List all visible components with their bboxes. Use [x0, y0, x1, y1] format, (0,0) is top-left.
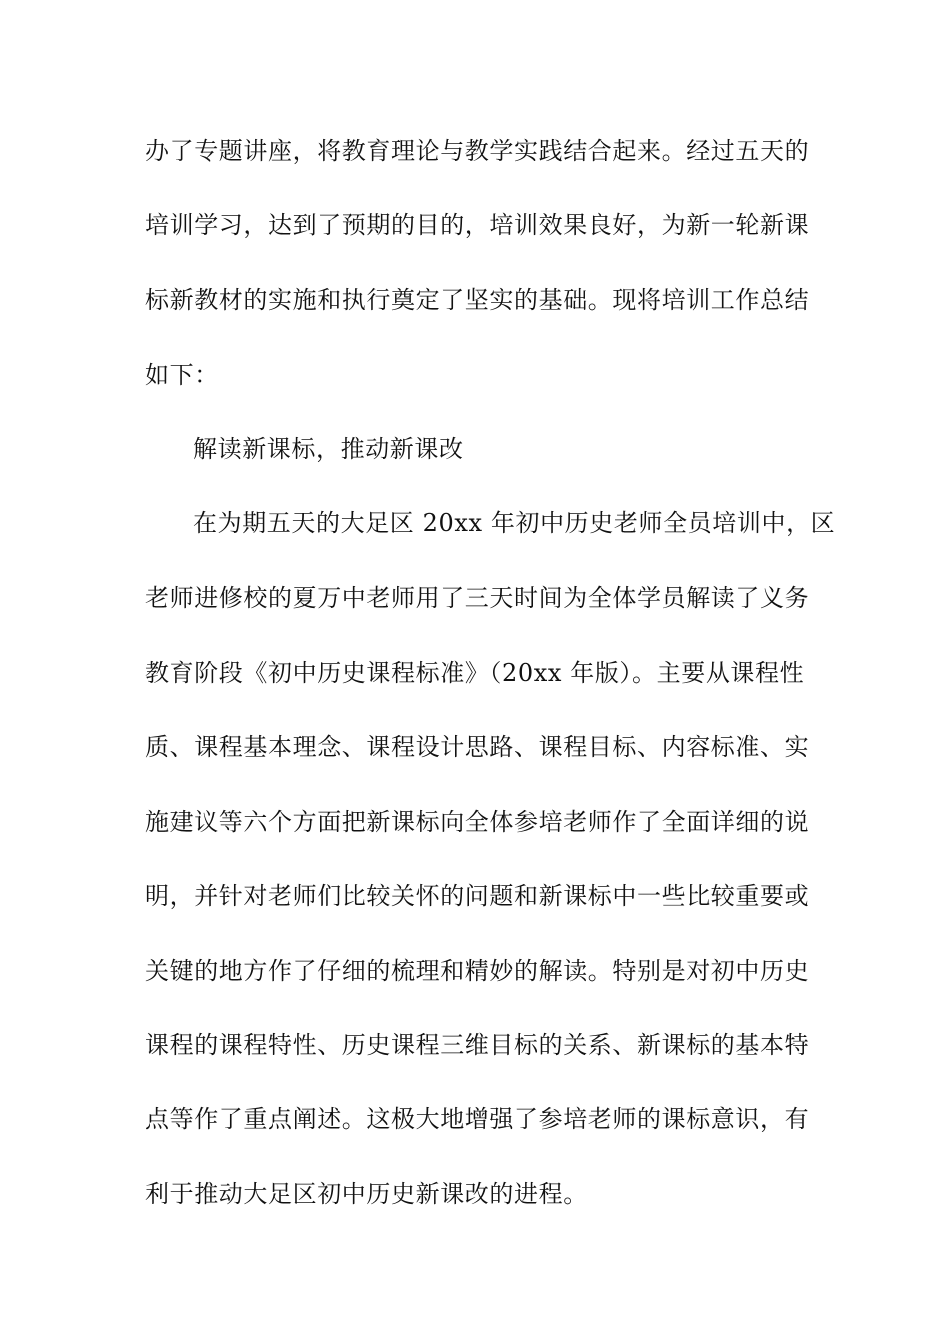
- paragraph-line: 关键的地方作了仔细的梳理和精妙的解读。特别是对初中历史: [145, 957, 810, 985]
- paragraph-line: 培训学习，达到了预期的目的，培训效果良好，为新一轮新课: [145, 211, 810, 239]
- paragraph-line: 老师进修校的夏万中老师用了三天时间为全体学员解读了义务: [145, 584, 810, 612]
- paragraph-line: 标新教材的实施和执行奠定了坚实的基础。现将培训工作总结: [145, 286, 810, 314]
- paragraph-line: 明，并针对老师们比较关怀的问题和新课标中一些比较重要或: [145, 882, 810, 910]
- paragraph-line: 办了专题讲座，将教育理论与教学实践结合起来。经过五天的: [145, 137, 810, 165]
- paragraph-line: 利于推动大足区初中历史新课改的进程。: [145, 1180, 588, 1208]
- paragraph-line: 如下：: [145, 361, 219, 389]
- paragraph-line: 课程的课程特性、历史课程三维目标的关系、新课标的基本特: [145, 1031, 810, 1059]
- section-heading: 解读新课标，推动新课改: [193, 435, 464, 463]
- paragraph-line: 点等作了重点阐述。这极大地增强了参培老师的课标意识，有: [145, 1105, 810, 1133]
- paragraph-line: 教育阶段《初中历史课程标准》（20xx 年版）。主要从课程性: [145, 659, 805, 687]
- paragraph-line: 质、课程基本理念、课程设计思路、课程目标、内容标准、实: [145, 733, 810, 761]
- paragraph-line: 施建议等六个方面把新课标向全体参培老师作了全面详细的说: [145, 808, 810, 836]
- paragraph-line: 在为期五天的大足区 20xx 年初中历史老师全员培训中，区: [193, 509, 836, 537]
